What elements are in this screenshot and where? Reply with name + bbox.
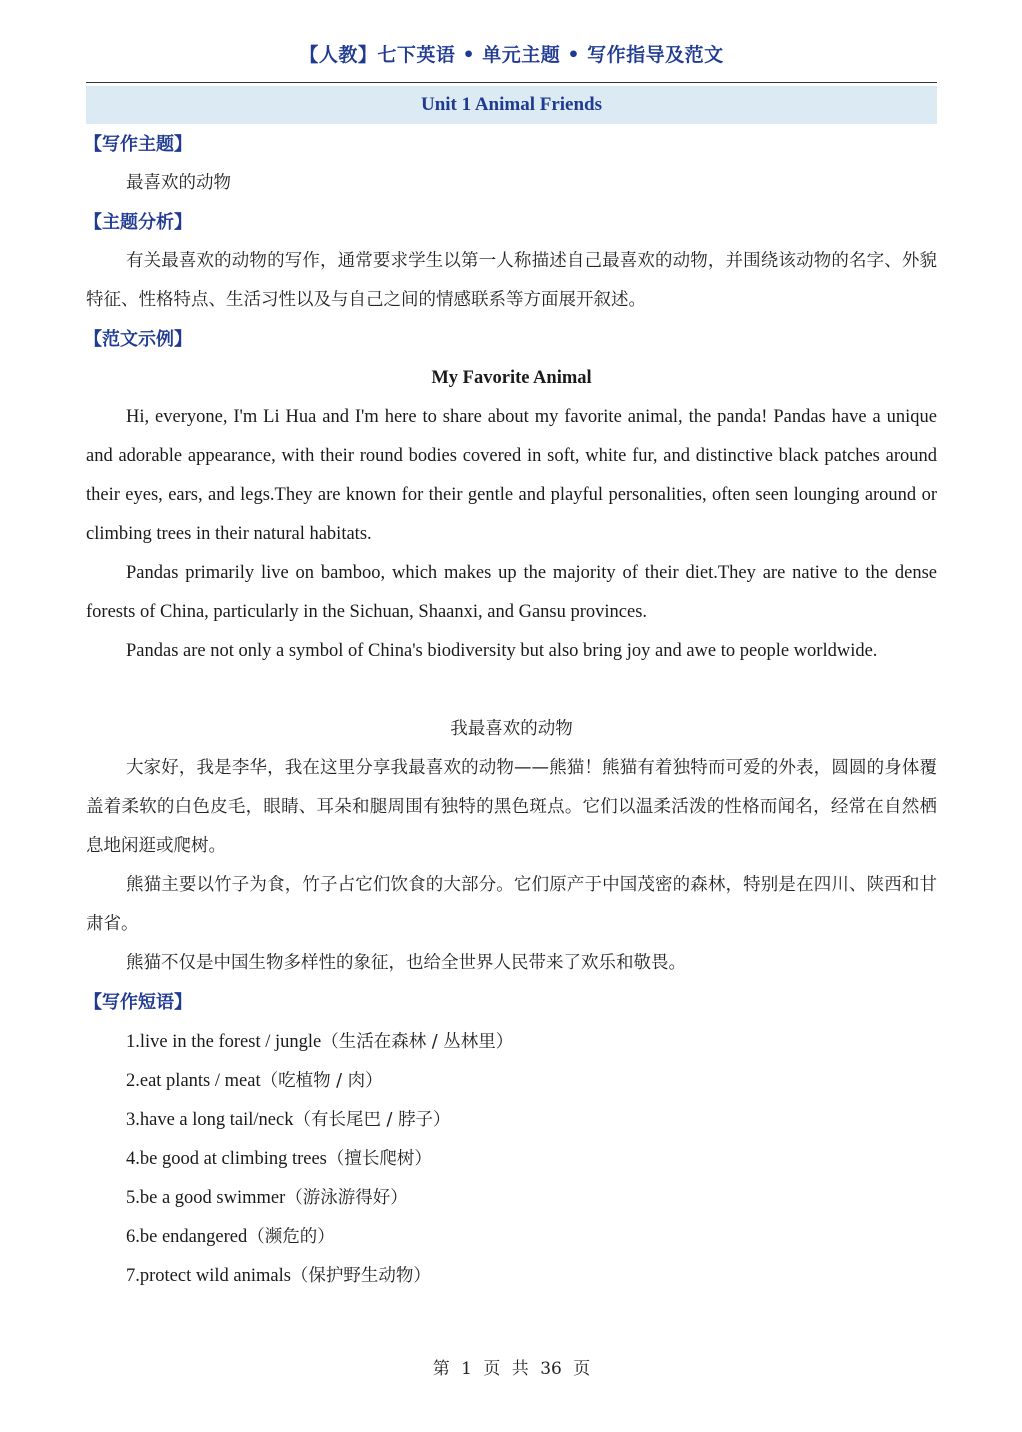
section-heading-phrases: 【写作短语】 (84, 992, 192, 1013)
translation-paragraph-1: 大家好，我是李华，我在这里分享我最喜欢的动物——熊猫！熊猫有着独特而可爱的外表，圆圆的身体覆盖着柔软的白色皮毛，眼睛、耳朵和腿周围有独特的黑色斑点。它们以温柔活泼的性格而闻名，经常在自然栖息地闲逛或爬树。 (86, 758, 937, 856)
phrase-chinese: （擅长爬树） (326, 1149, 432, 1169)
translation-paragraph-2: 熊猫主要以竹子为食，竹子占它们饮食的大部分。它们原产于中国茂密的森林，特别是在四川、陕西和甘肃省。 (86, 875, 937, 934)
phrase-item (86, 1139, 937, 1178)
topic-text: 最喜欢的动物 (126, 173, 231, 193)
essay-paragraph-1: Hi, everyone, I'm Li Hua and I'm here to share about my favorite animal, the panda! Pandas have a unique and adorable appearance, with their round bodies covered in soft, white fur, and distinctive black patches around their eyes, ears, and legs.They are known for their gentle and playful personalities, often seen lounging around or climbing trees in their natural habitats. (86, 407, 937, 544)
phrase-item (86, 1022, 937, 1061)
phrase-english: 2.eat plants / meat (126, 1071, 261, 1091)
analysis-paragraph: 有关最喜欢的动物的写作，通常要求学生以第一人称描述自己最喜欢的动物，并围绕该动物的名字、外貌特征、性格特点、生活习性以及与自己之间的情感联系等方面展开叙述。 (86, 251, 937, 310)
header-divider (86, 82, 937, 83)
phrase-chinese: （生活在森林 / 丛林里） (321, 1032, 514, 1052)
translation-paragraph-3: 熊猫不仅是中国生物多样性的象征，也给全世界人民带来了欢乐和敬畏。 (126, 953, 686, 973)
essay-paragraph-3: Pandas are not only a symbol of China's biodiversity but also bring joy and awe to people worldwide. (126, 641, 878, 661)
phrase-chinese: （保护野生动物） (290, 1266, 431, 1286)
content-body (86, 125, 937, 1295)
phrase-chinese: （有长尾巴 / 脖子） (293, 1110, 451, 1130)
phrase-item (86, 1256, 937, 1295)
running-header: 【人教】七下英语 • 单元主题 • 写作指导及范文 (299, 44, 724, 66)
essay-title: My Favorite Animal (431, 368, 592, 388)
phrase-english: 6.be endangered (126, 1227, 248, 1247)
unit-title: Unit 1 Animal Friends (420, 94, 603, 115)
essay-paragraph-2: Pandas primarily live on bamboo, which makes up the majority of their diet.They are native to the dense forests of China, particularly in the Sichuan, Shaanxi, and Gansu provinces. (86, 563, 937, 622)
phrase-item (86, 1100, 937, 1139)
section-heading-sample: 【范文示例】 (84, 329, 192, 350)
phrase-english: 7.protect wild animals (126, 1266, 291, 1286)
phrase-english: 5.be a good swimmer (126, 1188, 286, 1208)
phrase-item (86, 1178, 937, 1217)
translation-title: 我最喜欢的动物 (450, 719, 573, 739)
phrase-chinese: （濒危的） (247, 1227, 335, 1247)
page-number-footer: 第 1 页 共 36 页 (432, 1359, 591, 1379)
phrase-english: 1.live in the forest / jungle (126, 1032, 322, 1052)
unit-title-bar (86, 86, 937, 124)
phrase-english: 4.be good at climbing trees (126, 1149, 327, 1169)
phrase-english: 3.have a long tail/neck (126, 1110, 294, 1130)
phrase-item (86, 1217, 937, 1256)
phrase-chinese: （吃植物 / 肉） (260, 1071, 383, 1091)
section-heading-topic: 【写作主题】 (84, 134, 192, 155)
section-heading-analysis: 【主题分析】 (84, 212, 192, 233)
phrase-chinese: （游泳游得好） (285, 1188, 408, 1208)
phrase-item (86, 1061, 937, 1100)
